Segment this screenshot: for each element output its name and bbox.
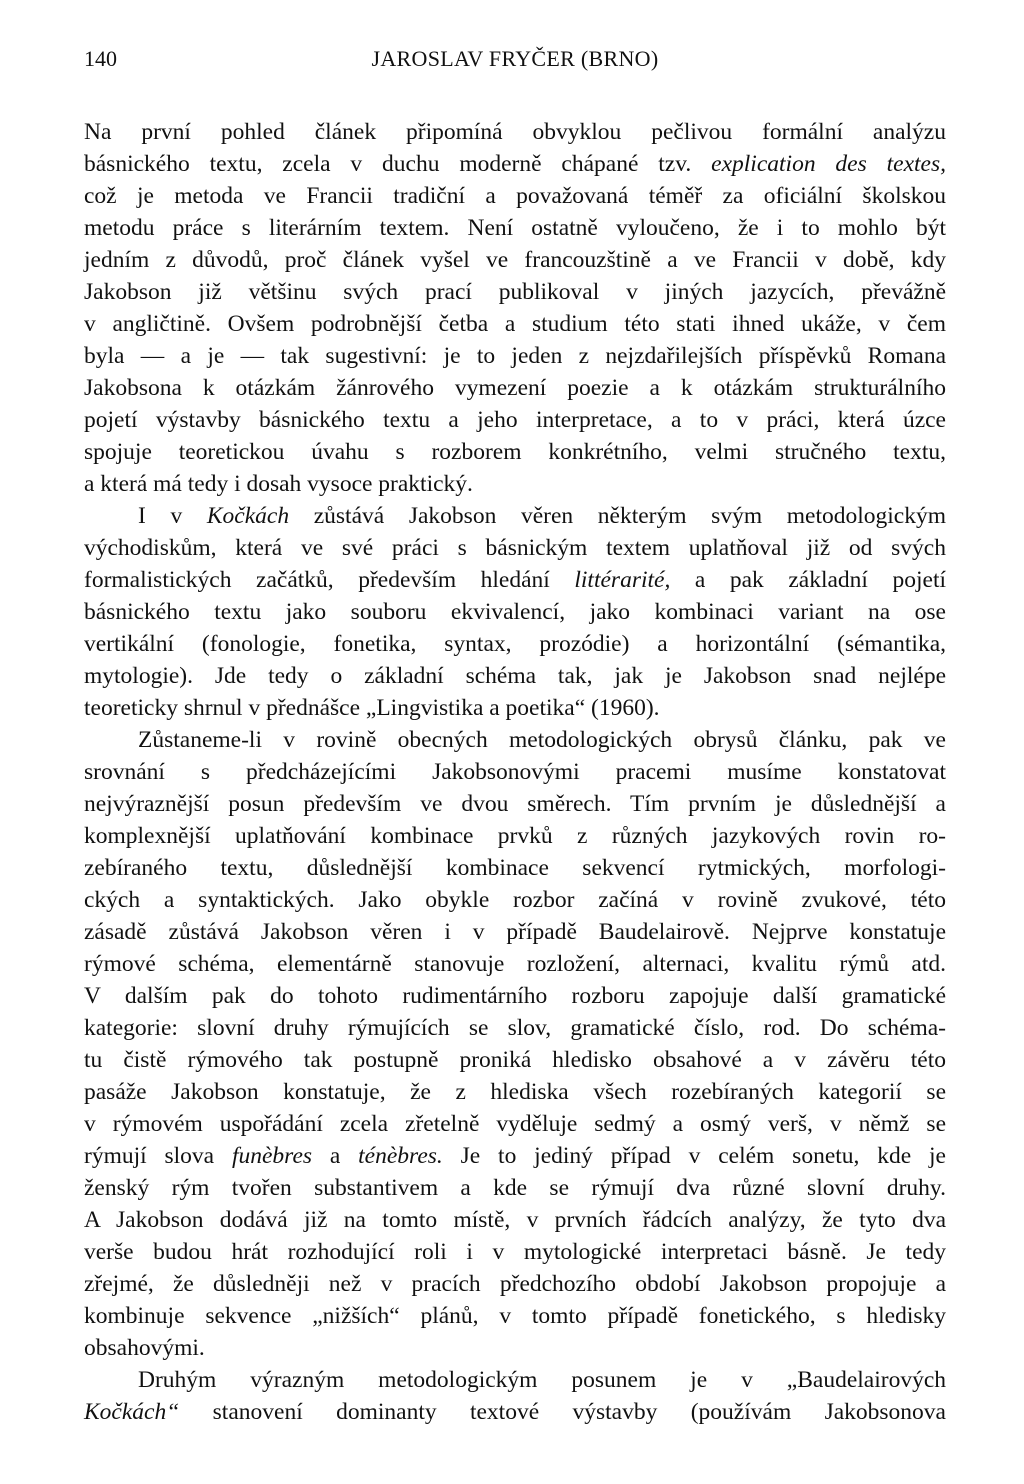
- text-line: [84, 980, 946, 1012]
- text-segment: jedním z důvodů, proč článek vyšel ve francouzštině a ve Francii v době, kdy: [84, 247, 946, 273]
- text-line: [84, 628, 946, 660]
- text-segment: komplexnější uplatňování kombinace prvků z různých jazykových rovin ro-: [84, 823, 946, 849]
- italic-text: ténèbres.: [358, 1143, 443, 1169]
- paragraph: [84, 724, 946, 1364]
- text-segment: A Jakobson dodává již na tomto místě, v prvních řádcích analýzy, že tyto dva: [84, 1207, 946, 1233]
- italic-text: funèbres: [231, 1143, 313, 1169]
- text-line: [84, 948, 946, 980]
- text-line: [84, 1332, 946, 1364]
- text-segment: vertikální (fonologie, fonetika, syntax, prozódie) a horizontální (sémantika,: [84, 631, 946, 657]
- text-line: [84, 1268, 946, 1300]
- text-segment: byla — a je — tak sugestivní: je to jeden z nejzdařilejších příspěvků Romana: [84, 343, 946, 369]
- text-line: [84, 468, 946, 500]
- text-segment: V dalším pak do tohoto rudimentárního rozboru zapojuje další gramatické: [84, 983, 946, 1009]
- page-number: 140: [84, 46, 117, 71]
- text-line: [84, 1076, 946, 1108]
- text-segment: pojetí výstavby básnického textu a jeho interpretace, a to v práci, která úzce: [84, 407, 946, 433]
- text-line: [84, 532, 946, 564]
- text-segment: a která má tedy i dosah vysoce praktický.: [84, 471, 473, 497]
- italic-text: Kočkách: [206, 503, 290, 529]
- text-line: [84, 884, 946, 916]
- text-line: [84, 596, 946, 628]
- text-segment: zřejmé, že důsledněji než v pracích předchozího období Jakobson propojuje a: [84, 1271, 946, 1297]
- text-line: [84, 1044, 946, 1076]
- text-line: [84, 692, 946, 724]
- text-line: [84, 372, 946, 404]
- text-segment: spojuje teoretickou úvahu s rozborem konkrétního, velmi stručného textu,: [84, 439, 946, 465]
- text-line: [84, 1108, 946, 1140]
- text-line: [84, 404, 946, 436]
- text-line: [84, 1140, 946, 1172]
- text-segment: Na první pohled článek připomíná obvyklou pečlivou formální analýzu: [84, 119, 946, 145]
- text-segment: zebíraného textu, důslednější kombinace sekvencí rytmických, morfologi-: [84, 855, 946, 881]
- text-segment: teoreticky shrnul v přednášce „Lingvistika a poetika“ (1960).: [84, 695, 660, 721]
- text-line: [84, 244, 946, 276]
- text-segment: Jakobsona k otázkám žánrového vymezení poezie a k otázkám strukturálního: [84, 375, 946, 401]
- text-segment: v rýmovém uspořádání zcela zřetelně vyděluje sedmý a osmý verš, v němž se: [84, 1111, 946, 1137]
- text-line: [84, 1012, 946, 1044]
- text-line: [84, 1364, 946, 1396]
- text-line: [84, 340, 946, 372]
- text-segment: zůstává Jakobson věren některým svým metodologickým: [289, 503, 946, 529]
- text-segment: tu čistě rýmového tak postupně proniká hledisko obsahové a v závěru této: [84, 1047, 946, 1073]
- text-segment: verše budou hrát rozhodující roli i v mytologické interpretaci básně. Je tedy: [84, 1239, 946, 1265]
- text-line: [84, 724, 946, 756]
- text-line: [84, 756, 946, 788]
- text-segment: pasáže Jakobson konstatuje, že z hlediska všech rozebíraných kategorií se: [84, 1079, 946, 1105]
- text-segment: srovnání s předcházejícími Jakobsonovými pracemi musíme konstatovat: [84, 759, 946, 785]
- italic-text: littérarité,: [574, 567, 671, 593]
- text-segment: nejvýraznější posun především ve dvou směrech. Tím prvním je důslednější a: [84, 791, 946, 817]
- italic-text: explication des textes,: [711, 151, 946, 177]
- text-line: [84, 1172, 946, 1204]
- text-segment: stanovení dominanty textové výstavby (používám Jakobsonova: [179, 1399, 946, 1425]
- text-segment: ženský rým tvořen substantivem a kde se rýmují dva různé slovní druhy.: [84, 1175, 946, 1201]
- text-line: [84, 1204, 946, 1236]
- running-head-title: JAROSLAV FRYČER (BRNO): [371, 46, 659, 71]
- text-line: [84, 276, 946, 308]
- text-line: [84, 308, 946, 340]
- text-segment: mytologie). Jde tedy o základní schéma tak, jak je Jakobson snad nejlépe: [84, 663, 946, 689]
- text-segment: obsahovými.: [84, 1335, 205, 1361]
- text-segment: a: [312, 1143, 359, 1169]
- text-segment: Druhým výrazným metodologickým posunem je v „Baudelairových: [138, 1367, 946, 1393]
- text-segment: kombinuje sekvence „nižších“ plánů, v tomto případě fonetického, s hledisky: [84, 1303, 946, 1329]
- text-segment: zásadě zůstává Jakobson věren i v případě Baudelairově. Nejprve konstatuje: [84, 919, 946, 945]
- text-line: [84, 852, 946, 884]
- text-line: [84, 212, 946, 244]
- text-line: [84, 148, 946, 180]
- text-segment: básnického textu, zcela v duchu moderně chápané tzv.: [84, 151, 712, 177]
- text-segment: Je to jediný případ v celém sonetu, kde je: [442, 1143, 946, 1169]
- text-segment: rýmují slova: [84, 1143, 232, 1169]
- text-line: [84, 788, 946, 820]
- text-segment: Zůstaneme-li v rovině obecných metodologických obrysů článku, pak ve: [138, 727, 946, 753]
- running-head: [84, 44, 946, 74]
- text-segment: I v: [138, 503, 207, 529]
- text-line: [84, 500, 946, 532]
- body-text: [84, 116, 946, 1428]
- text-line: [84, 1396, 946, 1428]
- text-line: [84, 916, 946, 948]
- text-segment: a pak základní pojetí: [670, 567, 947, 593]
- text-segment: rýmové schéma, elementárně stanovuje rozložení, alternaci, kvalitu rýmů atd.: [84, 951, 946, 977]
- text-segment: formalistických začátků, především hledání: [84, 567, 575, 593]
- text-segment: ckých a syntaktických. Jako obykle rozbor začíná v rovině zvukové, této: [84, 887, 946, 913]
- text-line: [84, 564, 946, 596]
- text-line: [84, 1300, 946, 1332]
- text-segment: kategorie: slovní druhy rýmujících se slov, gramatické číslo, rod. Do schéma-: [84, 1015, 946, 1041]
- text-line: [84, 820, 946, 852]
- text-line: [84, 436, 946, 468]
- paragraph: [84, 500, 946, 724]
- text-line: [84, 116, 946, 148]
- text-segment: v angličtině. Ovšem podrobnější četba a studium této stati ihned ukáže, v čem: [84, 311, 946, 337]
- text-segment: východiskům, která ve své práci s básnickým textem uplatňoval již od svých: [84, 535, 946, 561]
- text-line: [84, 660, 946, 692]
- text-line: [84, 180, 946, 212]
- text-segment: což je metoda ve Francii tradiční a považovaná téměř za oficiální školskou: [84, 183, 946, 209]
- paragraph: [84, 116, 946, 500]
- text-segment: Jakobson již většinu svých prací publikoval v jiných jazycích, převážně: [84, 279, 946, 305]
- text-line: [84, 1236, 946, 1268]
- text-segment: metodu práce s literárním textem. Není ostatně vyloučeno, že i to mohlo být: [84, 215, 946, 241]
- paragraph: [84, 1364, 946, 1428]
- italic-text: Kočkách“: [84, 1399, 180, 1425]
- text-segment: básnického textu jako souboru ekvivalencí, jako kombinaci variant na ose: [84, 599, 946, 625]
